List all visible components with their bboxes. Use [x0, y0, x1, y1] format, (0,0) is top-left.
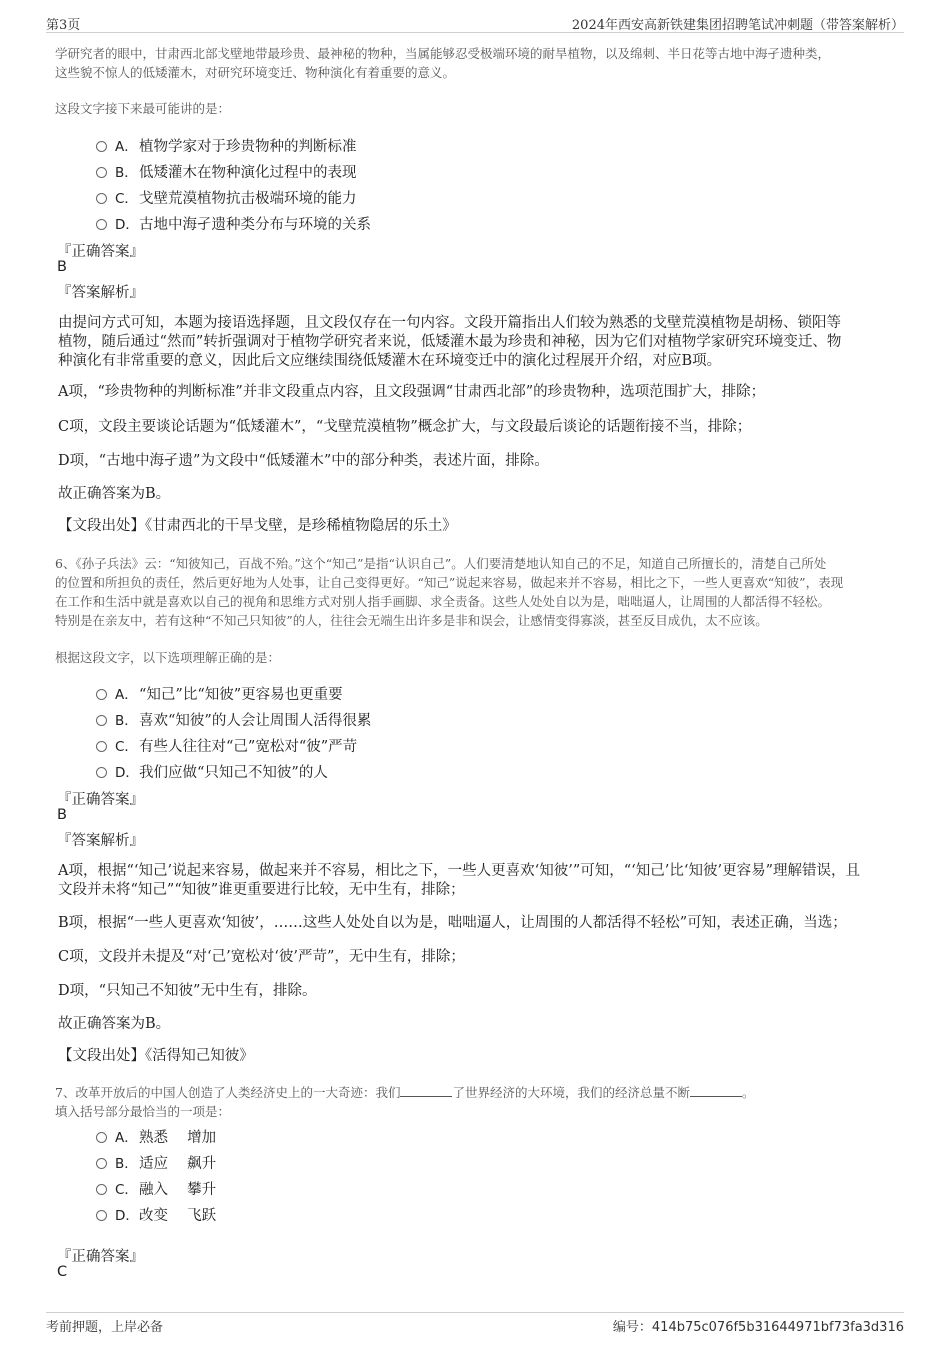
q6-option-b[interactable]: B．喜欢“知彼”的人会让周围人活得很累 — [96, 709, 371, 729]
page-footer — [46, 1312, 904, 1335]
radio-icon[interactable] — [96, 1132, 107, 1143]
document-title: 2024年西安高新铁建集团招聘笔试冲刺题（带答案解析） — [571, 18, 904, 33]
q7-option-c[interactable]: C．融入 攀升 — [96, 1178, 216, 1198]
q6-answer: B — [57, 807, 67, 823]
radio-icon[interactable] — [96, 1210, 107, 1221]
blank-2 — [690, 1084, 742, 1097]
q5-question: 这段文字接下来最可能讲的是： — [55, 101, 231, 116]
radio-icon[interactable] — [96, 193, 107, 204]
passage-line: 6、《孙子兵法》云：“知彼知己，百战不殆。”这个“知己”是指“认识自己”。人们要清楚地认知自己的不足，知道自己所擅长的，清楚自己所处 — [55, 556, 827, 571]
q5-analysis-c: C项，文段主要谈论话题为“低矮灌木”，“戈壁荒漠植物”概念扩大，与文段最后谈论的话题衔接不当，排除； — [58, 419, 752, 435]
q5-analysis-label: 『答案解析』 — [57, 285, 144, 301]
q5-analysis-a: A项，“珍贵物种的判断标准”并非文段重点内容，且文段强调“甘肃西北部”的珍贵物种，选项范围扩大，排除； — [58, 384, 766, 400]
q5-option-a[interactable]: A．植物学家对于珍贵物种的判断标准 — [96, 135, 357, 155]
q5-option-b[interactable]: B．低矮灌木在物种演化过程中的表现 — [96, 161, 357, 181]
q5-answer: B — [57, 259, 67, 275]
q6-analysis-c: C项，文段并未提及“对‘己’宽松对‘彼’严苛”，无中生有，排除； — [58, 949, 465, 965]
footer-slogan: 考前押题，上岸必备 — [46, 1320, 164, 1335]
q6-conclusion: 故正确答案为B。 — [58, 1016, 171, 1032]
radio-icon[interactable] — [96, 167, 107, 178]
q7-answer: C — [57, 1264, 68, 1280]
passage-line: 这些貌不惊人的低矮灌木，对研究环境变迁、物种演化有着重要的意义。 — [55, 65, 456, 80]
q6-question: 根据这段文字，以下选项理解正确的是： — [55, 650, 281, 665]
q6-option-d[interactable]: D．我们应做“只知己不知彼”的人 — [96, 761, 328, 781]
q7-option-b[interactable]: B．适应 飙升 — [96, 1152, 216, 1172]
q5-source: 【文段出处】《甘肃西北的干旱戈壁，是珍稀植物隐居的乐土》 — [58, 518, 457, 534]
radio-icon[interactable] — [96, 219, 107, 230]
radio-icon[interactable] — [96, 1158, 107, 1169]
q6-analysis-d: D项，“只知己不知彼”无中生有，排除。 — [58, 983, 317, 999]
q6-answer-label: 『正确答案』 — [57, 792, 144, 808]
document-code: 编号：414b75c076f5b31644971bf73fa3d316 — [612, 1320, 904, 1335]
blank-1 — [400, 1084, 452, 1097]
radio-icon[interactable] — [96, 741, 107, 752]
passage-line: 特别是在亲友中，若有这种“不知己只知彼”的人，往往会无端生出许多是非和误会，让感情变得寡淡，甚至反目成仇，太不应该。 — [55, 613, 768, 628]
q5-analysis-d: D项，“古地中海孑遗”为文段中“低矮灌木”中的部分种类，表述片面，排除。 — [58, 453, 549, 469]
passage-line: 学研究者的眼中，甘肃西北部戈壁地带最珍贵、最神秘的物种，当属能够忍受极端环境的耐旱植物，以及绵刺、半日花等古地中海孑遗种类， — [55, 46, 831, 61]
q6-option-a[interactable]: A．“知己”比“知彼”更容易也更重要 — [96, 683, 343, 703]
radio-icon[interactable] — [96, 689, 107, 700]
q5-option-c[interactable]: C．戈壁荒漠植物抗击极端环境的能力 — [96, 187, 357, 207]
passage-line: 在工作和生活中就是喜欢以自己的视角和思维方式对别人指手画脚、求全责备。这些人处处自以为是，咄咄逼人，让周围的人都活得不轻松。 — [55, 594, 831, 609]
q7-answer-label: 『正确答案』 — [57, 1249, 144, 1265]
q5-analysis-para: 由提问方式可知，本题为接语选择题，且文段仅存在一句内容。文段开篇指出人们较为熟悉的戈壁荒漠植物是胡杨、锁阳等 植物，随后通过“然而”转折强调对于植物学研究者来说，低矮灌木最为珍贵和神秘，因为它们对植物学家研究环境变迁、物 种演化有非常重要的意义，因此后文应继续围绕低矮灌木在环境变迁中的演化过程展开介绍，对应B项。 — [58, 315, 842, 369]
q7-question: 填入括号部分最恰当的一项是： — [55, 1104, 231, 1119]
radio-icon[interactable] — [96, 767, 107, 778]
page-number: 第3页 — [46, 18, 81, 33]
q6-passage — [55, 554, 915, 630]
page-header — [46, 10, 904, 33]
q5-option-d[interactable]: D．古地中海孑遗种类分布与环境的关系 — [96, 213, 371, 233]
q6-option-c[interactable]: C．有些人往往对“己”宽松对“彼”严苛 — [96, 735, 357, 755]
q6-analysis-b: B项，根据“一些人更喜欢‘知彼’，……这些人处处自以为是，咄咄逼人，让周围的人都活得不轻松”可知，表述正确，当选； — [58, 915, 847, 931]
q7-option-a[interactable]: A．熟悉 增加 — [96, 1126, 216, 1146]
radio-icon[interactable] — [96, 141, 107, 152]
q5-passage — [55, 44, 915, 82]
q5-answer-label: 『正确答案』 — [57, 244, 144, 260]
radio-icon[interactable] — [96, 715, 107, 726]
passage-line: 的位置和所担负的责任，然后更好地为人处事，让自己变得更好。“知己”说起来容易，做起来并不容易，相比之下，一些人更喜欢“知彼”，表现 — [55, 575, 844, 590]
q6-analysis-label: 『答案解析』 — [57, 833, 144, 849]
q5-conclusion: 故正确答案为B。 — [58, 486, 171, 502]
q6-source: 【文段出处】《活得知己知彼》 — [58, 1048, 254, 1064]
q7-option-d[interactable]: D．改变 飞跃 — [96, 1204, 216, 1224]
q6-analysis-a: A项，根据“‘知己’说起来容易，做起来并不容易，相比之下，一些人更喜欢‘知彼’”可知，“‘知己’比‘知彼’更容易”理解错误，且 文段并未将“知己”“知彼”谁更重要进行比较，无中生有，排除； — [58, 863, 860, 898]
radio-icon[interactable] — [96, 1184, 107, 1195]
q7-stem: 7、改革开放后的中国人创造了人类经济史上的一大奇迹：我们 了世界经济的大环境，我们的经济总量不断 。 — [55, 1085, 755, 1100]
